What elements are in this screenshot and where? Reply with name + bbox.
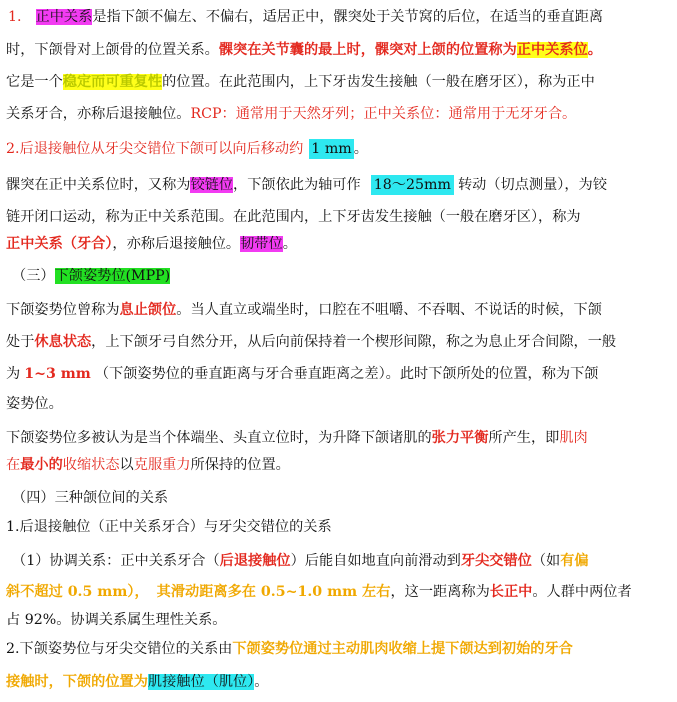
p2-line (6, 139, 368, 159)
text: ）后能自如地直向前滑动到 (290, 553, 461, 569)
list-number: 1. (8, 9, 22, 25)
highlight-term: 正中关系 (35, 9, 93, 25)
text: 。 (282, 236, 297, 252)
text: ，这一距离称为 (390, 584, 490, 600)
highlight-term: 肌接触位（肌位） (147, 674, 255, 690)
text: 。人群中两位者 (532, 584, 632, 600)
text: 的位置。在此范围内，上下牙齿发生接触（一般在磨牙区），称为正中 (162, 74, 595, 90)
text: 下颌姿势位曾称为 (6, 302, 120, 318)
highlight-term: 1 mm (311, 141, 352, 157)
emphasis-text: 斜不超过 0.5 mm） (6, 584, 135, 600)
p7-line1 (12, 551, 589, 571)
text: （下颌姿势位的垂直距离与牙合垂直距离之差）。此时下颌所处的位置，称为下颌 (94, 366, 599, 382)
emphasis-text: 长正中 (489, 584, 533, 600)
p4-line4 (6, 394, 63, 414)
text: 以 (119, 457, 134, 473)
emphasis-text: 1~3 mm (24, 366, 91, 382)
p1-line4 (6, 104, 576, 124)
p1-line1 (6, 7, 603, 27)
text: 1.后退接触位（正中关系牙合）与牙尖交错位的关系 (6, 519, 332, 535)
text: 。 (587, 42, 602, 58)
highlight-term: 18～25mm (371, 175, 454, 195)
heading-number: （三） (12, 268, 55, 284)
emphasis-text: 后退接触位 (219, 553, 291, 569)
p1-line3 (6, 72, 595, 92)
text: 。 (353, 141, 368, 157)
emphasis-text: 其滑动距离多在 0.5~1.0 mm 左右 (156, 584, 391, 600)
text: 。 (254, 674, 269, 690)
emphasis-text: 息止颌位 (119, 302, 177, 318)
text: 所产生，即 (488, 430, 560, 446)
p6-line (6, 517, 332, 537)
text: 占 92%。协调关系属生理性关系。 (6, 612, 227, 628)
emphasis-text: 接触时，下颌的位置为 (6, 674, 148, 690)
highlight-term: 稳定而可重复性 (62, 74, 163, 90)
text: 髁突在正中关系位时，又称为 (6, 177, 191, 193)
emphasis-text: 肌肉 (559, 430, 588, 446)
text: ， (134, 584, 149, 600)
emphasis-text: 正中关系（牙合） (6, 236, 113, 252)
text: 关系牙合，亦称后退接触位。 (6, 106, 191, 122)
text: 链开闭口运动，称为正中关系范围。在此范围内，上下牙齿发生接触（一般在磨牙区），称为 (6, 209, 581, 225)
text: 姿势位。 (6, 396, 63, 412)
p7-line3 (6, 610, 226, 630)
emphasis-text: 张力平衡 (431, 430, 489, 446)
p3-line2 (6, 207, 581, 227)
text: 下颌姿势位多被认为是当个体端坐、头直立位时，为升降下颌诸肌的 (6, 430, 432, 446)
text: 2.后退接触位从牙尖交错位下颌可以向后移动约 (6, 141, 304, 157)
text: 2.下颌姿势位与牙尖交错位的关系由 (6, 641, 233, 657)
emphasis-text: 在 (6, 457, 21, 473)
text: 时，下颌骨对上颌骨的位置关系。 (6, 42, 219, 58)
text: （如 (531, 553, 561, 569)
p8-line1 (6, 639, 573, 659)
emphasis-text: RCP：通常用于天然牙列；正中关系位：通常用于无牙牙合。 (190, 106, 577, 122)
text: 为 (6, 366, 21, 382)
text: ，亦称后退接触位。 (112, 236, 241, 252)
section-heading-4 (12, 488, 168, 508)
p4-line1 (6, 300, 602, 320)
text: ，上下颌牙弓自然分开，从后向前保持着一个楔形间隙，称之为息止牙合间隙，一般 (91, 334, 617, 350)
text: 所保持的位置。 (190, 457, 290, 473)
emphasis-text: 休息状态 (34, 334, 92, 350)
emphasis-text: 克服重力 (133, 457, 191, 473)
p7-line2 (6, 582, 632, 602)
text: 它是一个 (6, 74, 63, 90)
text: 转动（切点测量），为铰 (457, 177, 607, 193)
highlight-term: 正中关系位 (516, 42, 588, 58)
emphasis-text: 有偏 (560, 553, 589, 569)
highlight-term: 下颌姿势位(MPP) (54, 268, 171, 284)
emphasis-text: 牙尖交错位 (460, 553, 532, 569)
p8-line2 (6, 672, 269, 692)
highlight-term: 铰链位 (190, 177, 234, 193)
text: ，下颌依此为轴可作 (233, 177, 361, 193)
p5-line2 (6, 455, 290, 475)
p4-line2 (6, 332, 616, 352)
emphasis-text: 收缩状态 (62, 457, 120, 473)
section-heading-3 (12, 266, 170, 286)
emphasis-text: 髁突在关节囊的最上时，髁突对上颌的位置称为 (218, 42, 517, 58)
emphasis-text: 最小的 (20, 457, 63, 473)
heading-text: （四）三种颌位间的关系 (12, 490, 169, 506)
text: 处于 (6, 334, 35, 350)
p3-line3 (6, 234, 297, 254)
text: 是指下颌不偏左、不偏右，适居正中，髁突处于关节窝的后位，在适当的垂直距离 (92, 9, 604, 25)
p4-line3 (6, 364, 598, 384)
p1-line2 (6, 40, 602, 60)
text: （1）协调关系：正中关系牙合（ (12, 553, 220, 569)
p3-line1 (6, 175, 607, 195)
p5-line1 (6, 428, 588, 448)
text: 。当人直立或端坐时，口腔在不咀嚼、不吞咽、不说话的时候，下颌 (176, 302, 602, 318)
emphasis-text: 下颌姿势位通过主动肌肉收缩上提下颌达到初始的牙合 (232, 641, 573, 657)
highlight-term: 韧带位 (240, 236, 283, 252)
